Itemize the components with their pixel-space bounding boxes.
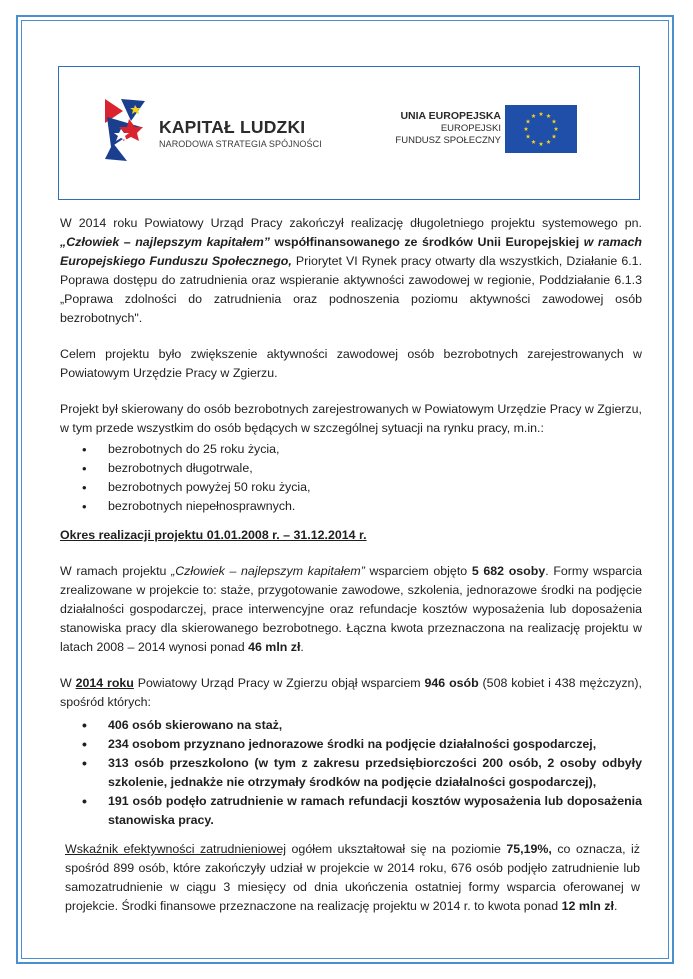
list-item: • bezrobotnych do 25 roku życia, bbox=[108, 440, 642, 459]
kl-title: KAPITAŁ LUDZKI bbox=[159, 117, 306, 137]
efficiency-text-4: co oznacza, iż spośród 899 osób, które zakończyły udział w projekcie w 2014 roku, 676 osób podjęło zatrudnienie lub samozatrudnienie w ciągu 3 miesięcy od dnia ukończenia ostatniej formy wsparcia oferowanej w projekcie. Środki finansowe przeznaczone na realizację projektu w 2014 r. to kwota ponad bbox=[65, 842, 640, 913]
intro-text-4: w ramach Europejskiego Funduszu Społecznego, bbox=[60, 235, 642, 268]
list-item: • bezrobotnych niepełnosprawnych. bbox=[108, 497, 642, 516]
support-text-3: wsparciem objęto bbox=[364, 564, 472, 578]
support-paragraph bbox=[60, 562, 642, 657]
efficiency-paragraph bbox=[60, 840, 642, 916]
list-item: • 406 osób skierowano na staż, bbox=[108, 716, 642, 735]
efficiency-amount: 12 mln zł bbox=[561, 899, 614, 913]
list-item: • bezrobotnych długotrwale, bbox=[108, 459, 642, 478]
list-item: • bezrobotnych powyżej 50 roku życia, bbox=[108, 478, 642, 497]
support-total-people: 5 682 osoby bbox=[471, 564, 546, 578]
goal-paragraph: Celem projektu było zwiększenie aktywności zawodowej osób bezrobotnych zarejestrowanych w Powiatowym Urzędzie Pracy w Zgierzu. bbox=[60, 347, 642, 380]
year-people-count: 946 osób bbox=[424, 676, 479, 690]
eu-line2: FUNDUSZ SPOŁECZNY bbox=[395, 135, 501, 146]
results-list bbox=[60, 716, 642, 830]
intro-text-3: współfinansowanego ze środków Unii Europejskiej bbox=[269, 235, 584, 249]
year-text-5: (508 kobiet i 438 mężczyzn), spośród których: bbox=[60, 676, 643, 709]
efficiency-indicator-label: Wskaźnik efektywności zatrudnieniowej bbox=[65, 842, 287, 856]
year-text-3: Powiatowy Urząd Pracy w Zgierzu objął wsparciem bbox=[133, 676, 425, 690]
efficiency-text-2: ogółem ukształtował się na poziomie bbox=[286, 842, 507, 856]
year-text-1: W bbox=[60, 676, 76, 690]
target-paragraph: Projekt był skierowany do osób bezrobotnych zarejestrowanych w Powiatowym Urzędzie Pracy w Zgierzu, w tym przede wszystkim do osób będących w szczególnej sytuacji na rynku pracy, m.in.: bbox=[60, 402, 642, 435]
kl-subtitle: NARODOWA STRATEGIA SPÓJNOŚCI bbox=[159, 139, 322, 149]
year-label: 2014 roku bbox=[75, 676, 134, 690]
kapital-ludzki-logo-icon bbox=[101, 97, 149, 163]
list-item: • 234 osobom przyznano jednorazowe środki na podjęcie działalności gospodarczej, bbox=[108, 735, 642, 754]
document-body bbox=[60, 214, 642, 916]
support-text-5: . Formy wsparcia zrealizowane w projekcie to: staże, przygotowanie zawodowe, szkolenia, jednorazowe środki na podjęcie działalności gospodarczej, prace interwencyjne oraz refundacje kosztów wyposażenia lub doposażenia stanowiska pracy dla skierowanego bezrobotnego. Łączna kwota przeznaczona na realizację projektu w latach 2008 – 2014 wynosi ponad bbox=[60, 564, 642, 654]
intro-paragraph bbox=[60, 214, 642, 328]
period-heading: Okres realizacji projektu 01.01.2008 r. – 31.12.2014 r. bbox=[60, 528, 367, 542]
efficiency-rate: 75,19%, bbox=[506, 842, 552, 856]
header-logo-box bbox=[58, 66, 640, 200]
list-item: • 191 osób podęło zatrudnienie w ramach refundacji kosztów wyposażenia lub doposażenia stanowiska pracy. bbox=[108, 792, 642, 830]
eu-flag-icon bbox=[505, 105, 577, 153]
eu-line1: EUROPEJSKI bbox=[440, 123, 501, 134]
intro-text-5: Priorytet VI Rynek pracy otwarty dla wszystkich, Działanie 6.1. Poprawa dostępu do zatrudnienia oraz wspieranie aktywności zawodowej w regionie, Poddziałanie 6.1.3 „Poprawa zdolności do zatrudnienia oraz podnoszenia poziomu aktywności zawodowej osób bezrobotnych". bbox=[60, 254, 643, 325]
list-item: • 313 osób przeszkolono (w tym z zakresu przedsiębiorczości 200 osób, 2 osoby odbyły szkolenie, jednakże nie otrzymały środków na podjęcie działalności gospodarczej), bbox=[108, 754, 642, 792]
support-total-amount: 46 mln zł bbox=[248, 640, 301, 654]
intro-text-1: W 2014 roku Powiatowy Urząd Pracy zakończył realizację długoletniego projektu systemowego pn. bbox=[60, 216, 642, 230]
efficiency-text-6: . bbox=[613, 899, 618, 913]
support-text-1: W ramach projektu bbox=[60, 564, 172, 578]
eu-title: UNIA EUROPEJSKA bbox=[400, 110, 501, 122]
support-project-name: „Człowiek – najlepszym kapitałem” bbox=[171, 564, 365, 578]
kapital-ludzki-wordmark bbox=[159, 117, 322, 150]
target-group-list bbox=[60, 440, 642, 516]
support-text-7: . bbox=[300, 640, 304, 654]
year-2014-paragraph bbox=[60, 674, 642, 712]
project-name: „Człowiek – najlepszym kapitałem” bbox=[60, 235, 270, 249]
eu-wordmark bbox=[395, 110, 501, 147]
